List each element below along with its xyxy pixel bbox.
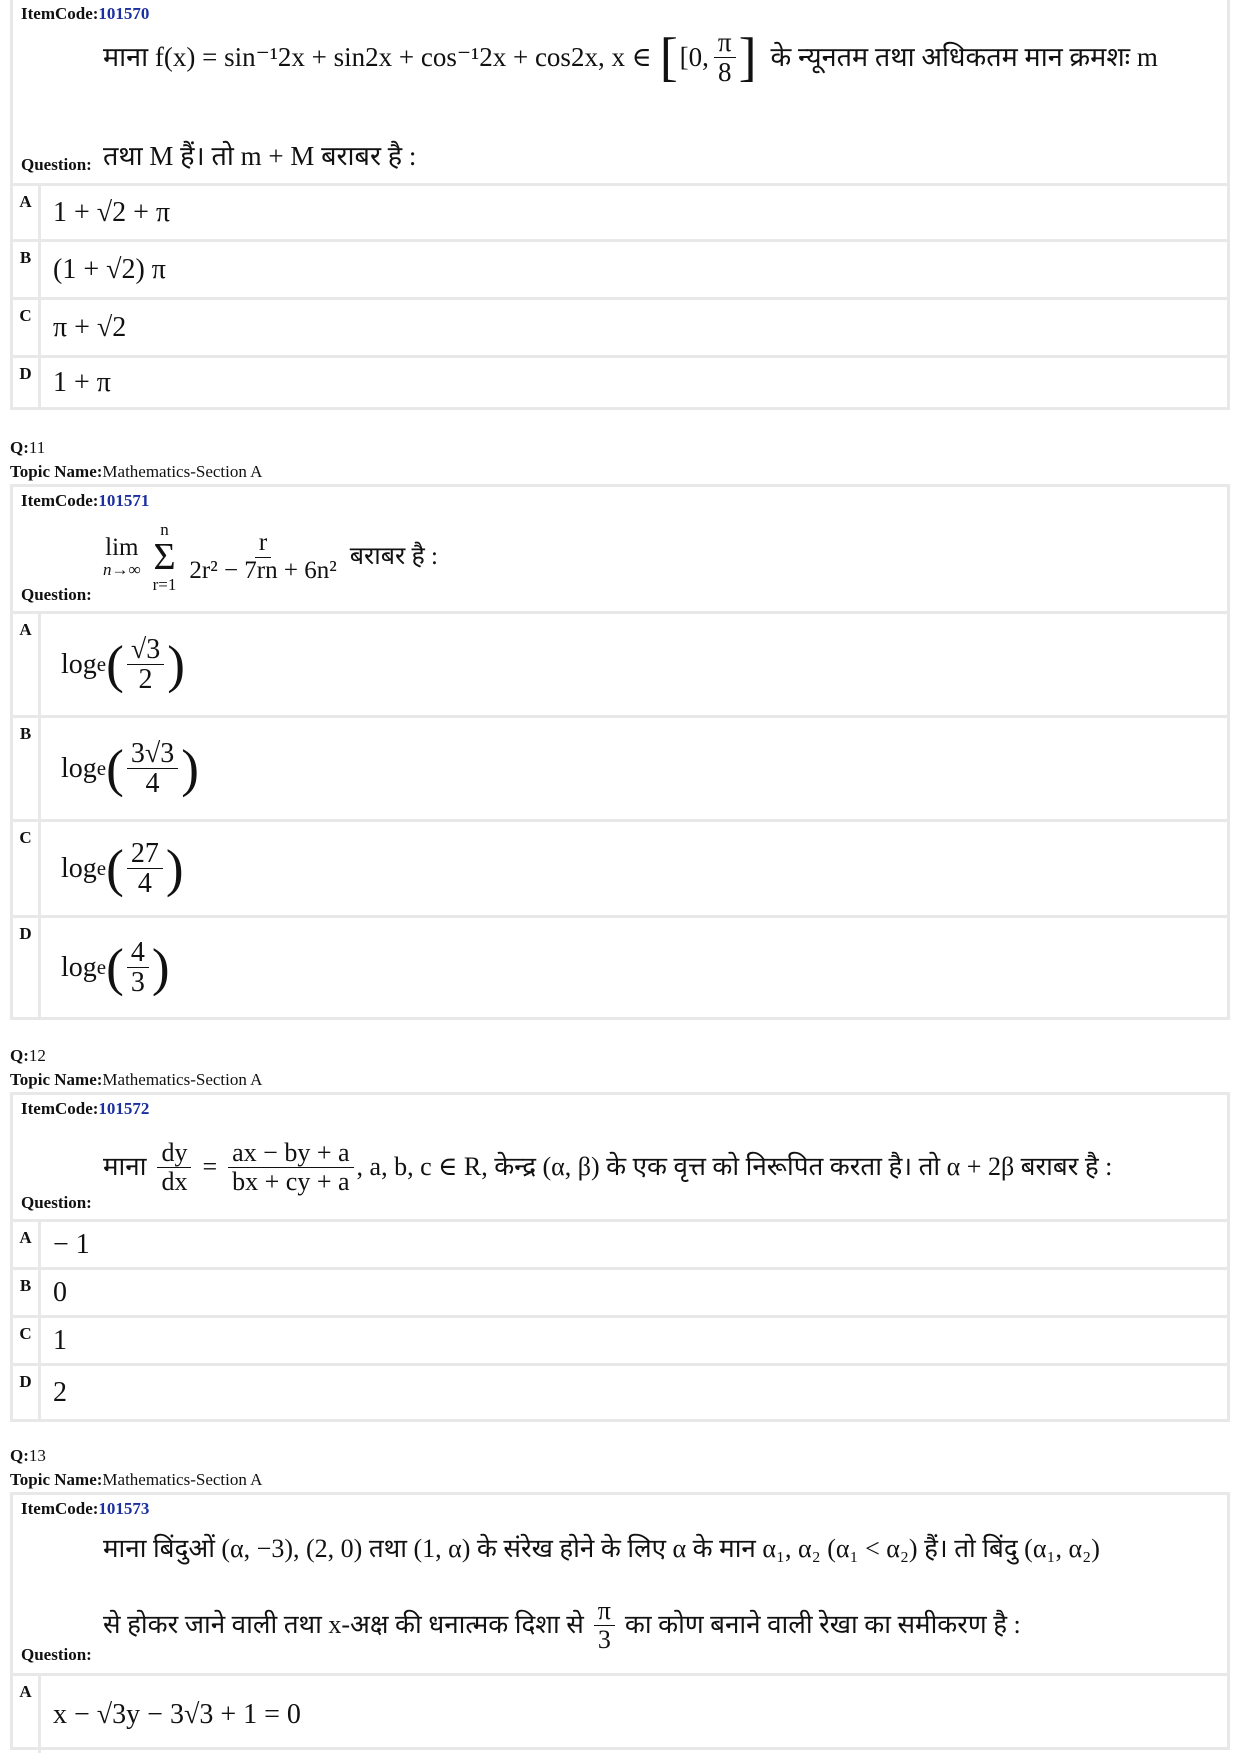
interval-bracket: [ <box>659 27 678 87</box>
item-code: ItemCode:101570 <box>21 4 150 23</box>
limit: lim n→∞ <box>103 533 141 580</box>
question-number: 11 <box>28 438 46 457</box>
question-text-line2: तथा M हैं। तो m + M बराबर है : <box>103 141 417 171</box>
option-b[interactable]: B log e ( $\frac{3√3}{4}$ ) <box>13 715 1227 819</box>
item-code-value: 101571 <box>98 491 150 510</box>
question-block-12 <box>10 1092 1230 1422</box>
item-code: ItemCode:101571 <box>21 491 150 510</box>
question-number: 12 <box>28 1046 46 1065</box>
question-block-11 <box>10 484 1230 1020</box>
topic-name: Mathematics-Section A <box>102 1070 263 1089</box>
question-label: Question: <box>21 1193 92 1212</box>
item-code-value: 101573 <box>98 1499 150 1518</box>
item-code: ItemCode:101572 <box>21 1099 150 1118</box>
question-number: 13 <box>28 1446 46 1465</box>
option-b[interactable]: B 0 <box>13 1267 1227 1315</box>
question-label: Question: <box>21 1645 92 1664</box>
question-block-13 <box>10 1492 1230 1750</box>
item-code: ItemCode:101573 <box>21 1499 150 1518</box>
question-label: Question: <box>21 155 92 174</box>
topic-name: Mathematics-Section A <box>102 462 263 481</box>
derivative: $\frac{dy}{dx}$ <box>157 1139 191 1195</box>
option-a[interactable]: A 1 + √2 + π <box>13 183 1227 239</box>
option-a[interactable]: A log e ( $\frac{√3}{2}$ ) <box>13 611 1227 715</box>
log-argument: $\frac{27}{4}$ <box>127 839 163 899</box>
question-label: Question: <box>21 585 92 604</box>
option-a[interactable]: A x − √3y − 3√3 + 1 = 0 <box>13 1673 1227 1753</box>
question-text: माना f(x) = sin⁻¹2x + sin2x + cos⁻¹2x + cos2x, x ∈ [ [0, $\frac{\pi}{8}$ ] के न्यूनतम तथा अधिकतम मान क्रमशः m <box>103 27 1158 87</box>
option-d[interactable]: D log e ( $\frac{4}{3}$ ) <box>13 915 1227 1017</box>
question-block-10 <box>10 0 1230 410</box>
item-code-value: 101572 <box>98 1099 150 1118</box>
log-argument: $\frac{4}{3}$ <box>127 938 149 998</box>
question-text: lim n→∞ n Σ r=1 $\frac{r}{\text{2r² − 7rn + 6n²}}$ बराबर है : <box>103 520 438 594</box>
option-d[interactable]: D 2 <box>13 1363 1227 1419</box>
question-text-line2: से होकर जाने वाली तथा x-अक्ष की धनात्मक दिशा से $\frac{\pi}{3}$ का कोण बनाने वाली रेखा का समीकरण है : <box>103 1596 1021 1654</box>
question-text: माना बिंदुओं (α, −3), (2, 0) तथा (1, α) के संरेख होने के लिए α के मान α₁, α₂ (α₁ < α₂) हैं। तो बिंदु (α₁, α₂) <box>103 1534 1100 1563</box>
option-b[interactable]: B (1 + √2) π <box>13 239 1227 297</box>
rhs-fraction: $\frac{ax - by + a}{bx + cy + a}$ <box>228 1139 353 1195</box>
log-argument: $\frac{3√3}{4}$ <box>127 739 178 799</box>
question-header-13: Q:13 Topic Name:Mathematics-Section A <box>10 1446 263 1489</box>
question-header-11: Q:11 Topic Name:Mathematics-Section A <box>10 438 263 481</box>
option-d[interactable]: D 1 + π <box>13 355 1227 407</box>
option-c[interactable]: C π + √2 <box>13 297 1227 355</box>
question-text: माना $\frac{dy}{dx}$ = $\frac{ax - by + a}{bx + cy + a}$ , a, b, c ∈ R, केन्द्र (α, β) के एक वृत्त को निरूपित करता है। तो α + 2β बराबर है : <box>103 1138 1113 1196</box>
summation: n Σ r=1 <box>152 520 177 594</box>
sum-fraction: $\frac{r}{\text{2r² − 7rn + 6n²}}$ <box>189 529 337 584</box>
option-c[interactable]: C 1 <box>13 1315 1227 1363</box>
angle-fraction: $\frac{\pi}{3}$ <box>594 1597 615 1653</box>
topic-name: Mathematics-Section A <box>102 1470 263 1489</box>
item-code-value: 101570 <box>98 4 150 23</box>
interval-fraction: $\frac{\pi}{8}$ <box>714 28 736 86</box>
log-argument: $\frac{√3}{2}$ <box>127 635 164 695</box>
option-c[interactable]: C log e ( $\frac{27}{4}$ ) <box>13 819 1227 915</box>
question-header-12: Q:12 Topic Name:Mathematics-Section A <box>10 1046 263 1089</box>
option-a[interactable]: A − 1 <box>13 1219 1227 1267</box>
